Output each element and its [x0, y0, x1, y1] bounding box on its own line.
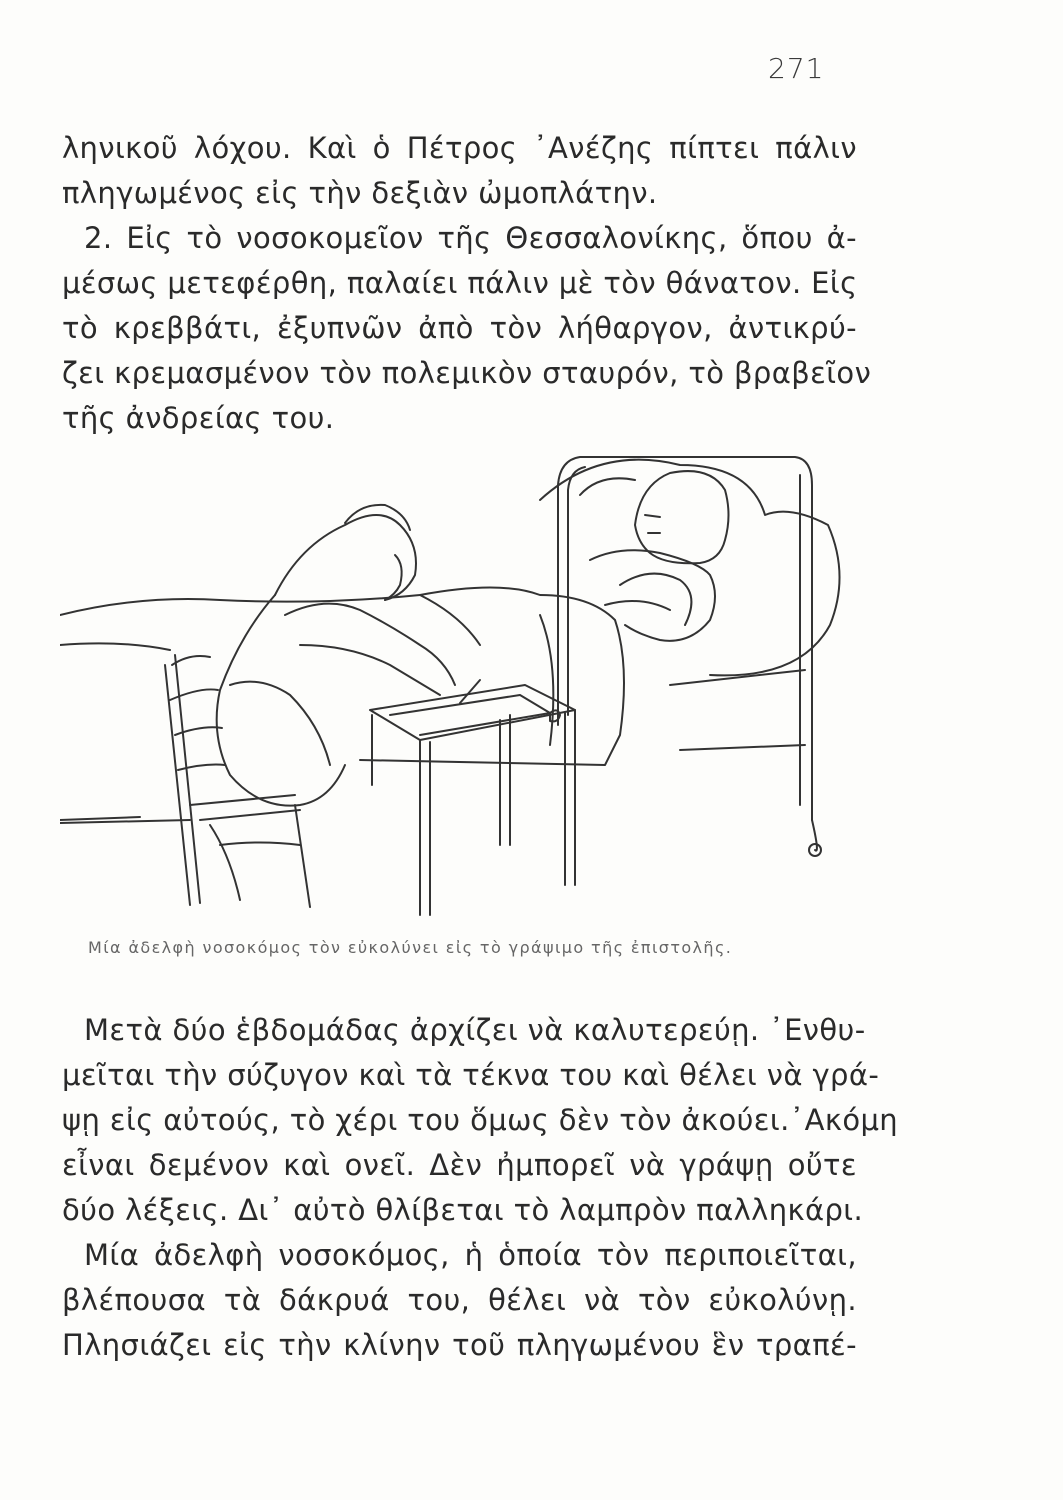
- illustration-caption: Μία ἀδελφὴ νοσοκόμος τὸν εὐκολύνει εἰς τὸ γράψιμο τῆς ἐπιστολῆς.: [88, 938, 733, 957]
- bed-frame: [558, 457, 821, 856]
- blanket: [60, 588, 624, 821]
- text-line: τῆς ἀνδρείας του.: [62, 401, 335, 435]
- text-line: εἶναι δεμένον καὶ ονεῖ. Δὲν ἠμπορεῖ νὰ γράψῃ οὔτε: [62, 1148, 857, 1182]
- text-line: 2. Εἰς τὸ νοσοκομεῖον τῆς Θεσσαλονίκης, ὅπου ἀ-: [84, 221, 857, 255]
- writing-table: [370, 680, 575, 915]
- text-line: δύο λέξεις. Δι᾿ αὐτὸ θλίβεται τὸ λαμπρὸν παλληκάρι.: [62, 1193, 864, 1227]
- pillows: [540, 460, 840, 676]
- text-line: Πλησιάζει εἰς τὴν κλίνην τοῦ πληγωμένου ἓν τραπέ-: [62, 1328, 857, 1362]
- text-line: ζει κρεμασμένον τὸν πολεμικὸν σταυρόν, τὸ βραβεῖον: [62, 356, 872, 390]
- text-line: βλέπουσα τὰ δάκρυά του, θέλει νὰ τὸν εὐκολύνῃ.: [62, 1283, 857, 1317]
- bottom-paragraph: [62, 1008, 899, 1368]
- text-line: Μία ἀδελφὴ νοσοκόμος, ἡ ὁποία τὸν περιποιεῖται,: [84, 1238, 857, 1272]
- text-line: ψῃ εἰς αὐτούς, τὸ χέρι του ὅμως δὲν τὸν ἀκούει.᾿Ακόμη: [62, 1103, 899, 1137]
- text-line: Μετὰ δύο ἑβδομάδας ἀρχίζει νὰ καλυτερεύῃ. ᾿Ενθυ-: [84, 1013, 866, 1047]
- floor-line: [60, 820, 190, 823]
- nurse-writing-illustration: [60, 445, 860, 940]
- text-line: ληνικοῦ λόχου. Καὶ ὁ Πέτρος ᾿Ανέζης πίπτει πάλιν: [62, 131, 857, 165]
- text-line: πληγωμένος εἰς τὴν δεξιὰν ὠμοπλάτην.: [62, 176, 658, 210]
- top-paragraph: [62, 126, 872, 441]
- page-number: 271: [768, 52, 825, 85]
- text-line: μέσως μετεφέρθη, παλαίει πάλιν μὲ τὸν θάνατον. Εἰς: [62, 266, 858, 300]
- text-line: τὸ κρεββάτι, ἐξυπνῶν ἀπὸ τὸν λήθαργον, ἀντικρύ-: [62, 311, 857, 345]
- text-line: μεῖται τὴν σύζυγον καὶ τὰ τέκνα του καὶ θέλει νὰ γρά-: [62, 1058, 880, 1092]
